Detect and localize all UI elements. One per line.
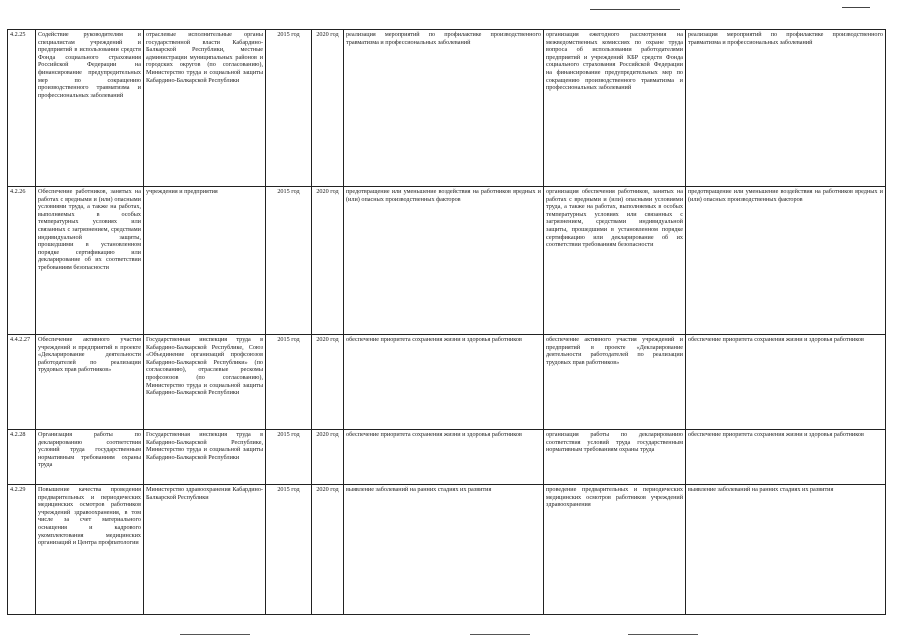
- executor-cell: Министерство здравоохранения Кабардино-Балкарской Республики: [144, 485, 266, 615]
- indicator-cell: обеспечение приоритета сохранения жизни и здоровья работников: [686, 335, 886, 430]
- content-cell: проведение предварительных и периодических медицинских осмотров работников учреждений здравоохранения: [544, 485, 686, 615]
- end-year-cell: 2020 год: [312, 335, 344, 430]
- content-cell: организация обеспечения работников, занятых на работах с вредными и (или) опасными условиями труда, а также на работах, выполняемых в особых температурных условиях или связанных с загрязнением, средствами индивидуальной защиты, прошедшими в установленном порядке сертификацию или декларирование об их соответствии требованиям безопасности: [544, 187, 686, 335]
- end-year-cell: 2020 год: [312, 187, 344, 335]
- row-number: 4.2.25: [8, 30, 36, 187]
- scan-bottom-line-right: [628, 634, 698, 635]
- measures-table: [7, 29, 886, 615]
- scan-bottom-line: [180, 634, 250, 635]
- result-cell: реализация мероприятий по профилактике производственного травматизма и профессиональных заболеваний: [344, 30, 544, 187]
- indicator-cell: реализация мероприятий по профилактике производственного травматизма и профессиональных заболеваний: [686, 30, 886, 187]
- activity-cell: Организация работы по декларированию соответствия условий труда государственным нормативным требованиям охраны труда: [36, 430, 144, 485]
- start-year-cell: 2015 год: [266, 335, 312, 430]
- content-cell: организация ежегодного рассмотрения на межведомственных комиссиях по охране труда вопроса об использовании работодателями предприятий и учреждений КБР средств Фонда социального страхования Российской Федерации на финансирование предупредительных мер по сокращению производственного травматизма и профессиональных заболеваний: [544, 30, 686, 187]
- activity-cell: Повышение качества проведения предварительных и периодических медицинских осмотров работников учреждений здравоохранения, в том числе за счет материального оснащения и кадрового укомплектования медицинских организаций и Центра профпатологии: [36, 485, 144, 615]
- activity-cell: Обеспечение активного участия учреждений и предприятий в проекте «Декларирование деятельности работодателей по реализации трудовых прав работников»: [36, 335, 144, 430]
- indicator-cell: обеспечение приоритета сохранения жизни и здоровья работников: [686, 430, 886, 485]
- scan-bottom-line-middle: [470, 634, 530, 635]
- start-year-cell: 2015 год: [266, 485, 312, 615]
- executor-cell: Государственная инспекция труда в Кабардино-Балкарской Республике, Союз «Объединение организаций профсоюзов Кабардино-Балкарской Республики» (по согласованию), отраслевые рескомы профсоюзов (по согласованию), Министерство труда и социальной защиты Кабардино-Балкарской Республики: [144, 335, 266, 430]
- content-cell: организация работы по декларированию соответствия условий труда государственным нормативным требованиям охраны труда: [544, 430, 686, 485]
- executor-cell: Государственная инспекция труда в Кабардино-Балкарской Республике, Министерство труда и социальной защиты Кабардино-Балкарской Республики: [144, 430, 266, 485]
- start-year-cell: 2015 год: [266, 430, 312, 485]
- activity-cell: Обеспечение работников, занятых на работах с вредными и (или) опасными условиями труда, а также на работах, выполняемых в особых температурных условиях или связанных с загрязнением, средствами индивидуальной защиты, прошедшими в установленном порядке сертификацию или декларирование об их соответствии требованиям безопасности: [36, 187, 144, 335]
- table-row: [8, 485, 886, 615]
- table-row: [8, 187, 886, 335]
- start-year-cell: 2015 год: [266, 30, 312, 187]
- executor-cell: учреждения и предприятия: [144, 187, 266, 335]
- table-row: [8, 30, 886, 187]
- indicator-cell: выявление заболеваний на ранних стадиях их развития: [686, 485, 886, 615]
- row-number: 4.2.29: [8, 485, 36, 615]
- result-cell: предотвращение или уменьшение воздействия на работников вредных и (или) опасных производственных факторов: [344, 187, 544, 335]
- start-year-cell: 2015 год: [266, 187, 312, 335]
- activity-cell: Содействие руководителям и специалистам учреждений и предприятий в использовании средств Фонда социального страхования Российской Федерации на финансирование предупредительных мер по сокращению производственного травматизма и профессиональных заболеваний: [36, 30, 144, 187]
- indicator-cell: предотвращение или уменьшение воздействия на работников вредных и (или) опасных производственных факторов: [686, 187, 886, 335]
- executor-cell: отраслевые исполнительные органы государственной власти Кабардино-Балкарской Республики, местные администрации муниципальных районов и городских округов (по согласованию), Министерство труда и социальной защиты Кабардино-Балкарской Республики: [144, 30, 266, 187]
- table-row: [8, 335, 886, 430]
- row-number: 4.2.28: [8, 430, 36, 485]
- result-cell: обеспечение приоритета сохранения жизни и здоровья работников: [344, 335, 544, 430]
- end-year-cell: 2020 год: [312, 485, 344, 615]
- content-cell: обеспечение активного участия учреждений и предприятий в проекте «Декларирование деятельности работодателей по реализации трудовых прав работников»: [544, 335, 686, 430]
- table-row: [8, 430, 886, 485]
- end-year-cell: 2020 год: [312, 30, 344, 187]
- scan-top-line: [590, 9, 680, 10]
- row-number: 4.2.26: [8, 187, 36, 335]
- end-year-cell: 2020 год: [312, 430, 344, 485]
- result-cell: обеспечение приоритета сохранения жизни и здоровья работников: [344, 430, 544, 485]
- row-number: 4.4.2.27: [8, 335, 36, 430]
- result-cell: выявление заболеваний на ранних стадиях их развития: [344, 485, 544, 615]
- scan-top-line-right: [842, 7, 870, 8]
